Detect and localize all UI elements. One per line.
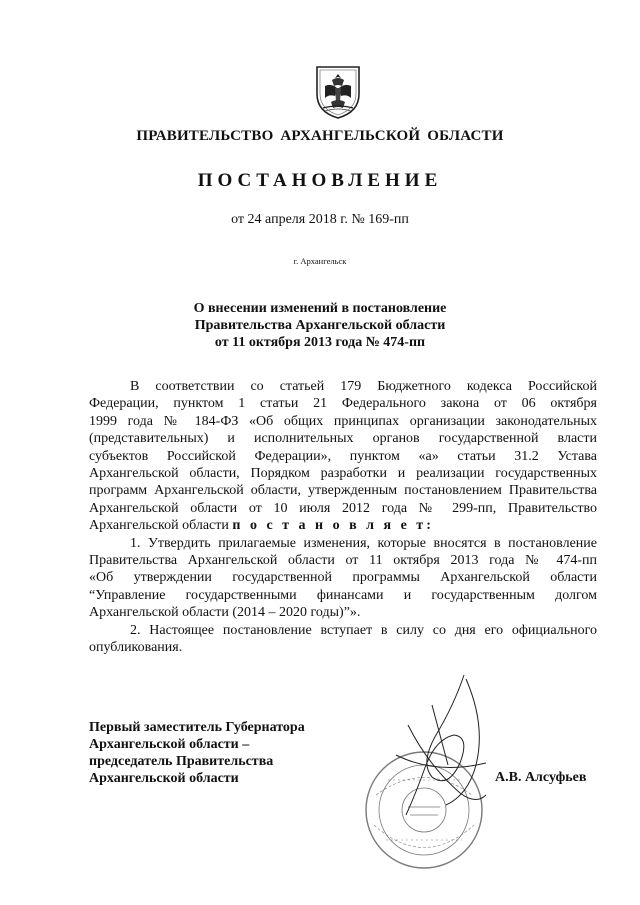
position-line: Архангельской области bbox=[89, 771, 239, 786]
item2-line: 2. Настоящее постановление вступает в силу со дня его официального bbox=[130, 622, 597, 638]
decree-word: п о с т а н о в л я е т bbox=[232, 518, 427, 534]
government-title: ПРАВИТЕЛЬСТВО АРХАНГЕЛЬСКОЙ ОБЛАСТИ bbox=[136, 128, 504, 144]
preamble-line: программ Архангельской области, утвержденным постановлением Правительства bbox=[89, 483, 597, 499]
preamble-line: В соответствии со статьей 179 Бюджетного кодекса Российской bbox=[130, 379, 597, 394]
preamble-line: 1999 года № 184-ФЗ «Об общих принципах организации законодательных bbox=[89, 413, 597, 429]
document-subject bbox=[0, 300, 640, 351]
item1-line: Правительства Архангельской области от 11 октября 2013 года № 474-пп bbox=[89, 553, 597, 569]
preamble-line: Архангельской области от 10 июля 2012 года № 299-пп, Правительство bbox=[89, 500, 597, 516]
preamble-line: Архангельской области, Порядком разработки и реализации государственных bbox=[89, 466, 597, 482]
item1-last-line: Архангельской области (2014 – 2020 годы)”». bbox=[89, 605, 361, 621]
subject-line: О внесении изменений в постановление bbox=[193, 301, 447, 316]
signatory-position bbox=[89, 719, 305, 787]
position-line: Первый заместитель Губернатора bbox=[89, 720, 305, 735]
subject-line: от 11 октября 2013 года № 474-пп bbox=[214, 335, 426, 350]
document-date-number: от 24 апреля 2018 г. № 169-пп bbox=[231, 212, 409, 227]
signatory-name: А.В. Алсуфьев bbox=[495, 770, 587, 785]
handwritten-signature bbox=[396, 675, 486, 815]
document-type: ПОСТАНОВЛЕНИЕ bbox=[197, 170, 443, 191]
stamp-and-signature bbox=[336, 665, 516, 880]
subject-line: Правительства Архангельской области bbox=[194, 318, 446, 333]
position-line: председатель Правительства bbox=[89, 754, 274, 769]
preamble-line: субъектов Российской Федерации», пунктом «а» статьи 31.2 Устава bbox=[89, 448, 597, 464]
item2-last-line: опубликования. bbox=[89, 640, 183, 656]
preamble-line: Федерации, пунктом 1 статьи 21 Федерального закона от 06 октября bbox=[89, 396, 597, 412]
preamble-last-text: Архангельской области bbox=[89, 518, 229, 534]
coat-of-arms-emblem bbox=[313, 64, 363, 120]
item1-line: 1. Утвердить прилагаемые изменения, которые вносятся в постановление bbox=[130, 535, 597, 551]
item1-line: “Управление государственными финансами и государственным долгом bbox=[89, 587, 597, 603]
position-line: Архангельской области – bbox=[89, 737, 250, 752]
document-body bbox=[89, 378, 597, 657]
item1-line: «Об утверждении государственной программы Архангельской области bbox=[89, 570, 597, 586]
preamble-line: (представительных) и исполнительных органов государственной власти bbox=[89, 431, 597, 447]
preamble-last-line: Архангельской области п о с т а н о в л я е т: bbox=[89, 518, 431, 534]
document-city: г. Архангельск bbox=[293, 256, 347, 266]
